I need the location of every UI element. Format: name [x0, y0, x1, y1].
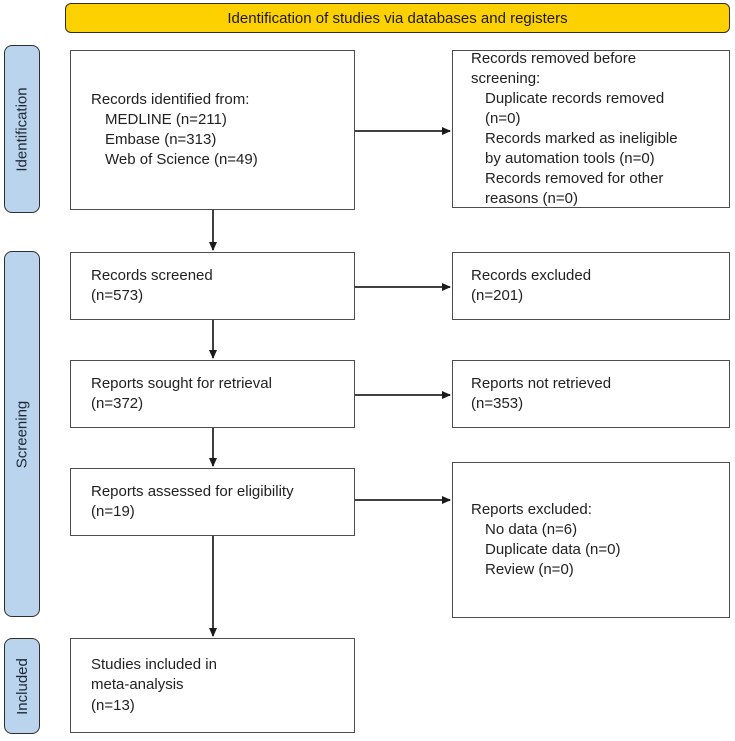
box-text-line: Reports not retrieved	[471, 374, 612, 392]
stage-label-included	[4, 638, 40, 734]
box-text-line: Duplicate data (n=0)	[485, 541, 621, 558]
stage-label-screening	[4, 251, 40, 617]
box-text-line: Review (n=0)	[485, 561, 574, 579]
box-reports-assessed	[70, 468, 355, 536]
box-text-line: (n=372)	[91, 395, 144, 412]
box-text-line: Records removed before	[471, 49, 637, 67]
box-text-line: Studies included in	[91, 656, 217, 674]
box-text-line: Reports sought for retrieval	[91, 374, 272, 392]
box-text-line: No data (n=6)	[485, 520, 578, 538]
box-text-line: Records excluded	[471, 266, 592, 284]
box-text-line: Embase (n=313)	[105, 131, 217, 148]
box-text-line: Reports excluded:	[471, 500, 592, 518]
box-records-identified	[70, 50, 355, 210]
stage-label-screening-text: Screening	[13, 400, 31, 468]
box-text-line: (n=573)	[91, 287, 144, 304]
box-reports-sought	[70, 360, 355, 428]
box-text-line: Web of Science (n=49)	[105, 151, 258, 169]
box-text-line: Records screened	[91, 266, 213, 284]
box-text-line: Records marked as ineligible	[485, 130, 678, 147]
box-records-excluded	[452, 252, 730, 320]
box-records-screened	[70, 252, 355, 320]
box-text-line: Duplicate records removed	[485, 89, 665, 107]
box-text-line: Reports assessed for eligibility	[91, 482, 294, 500]
diagram-title: Identification of studies via databases and registers	[227, 9, 568, 27]
box-text-line: MEDLINE (n=211)	[105, 110, 227, 128]
stage-label-identification	[4, 45, 40, 213]
box-text-line: reasons (n=0)	[485, 190, 578, 208]
box-text-line: meta-analysis	[91, 676, 184, 694]
stage-label-identification-text: Identification	[13, 86, 31, 172]
box-text-line: (n=13)	[91, 696, 135, 714]
box-studies-included	[70, 638, 355, 733]
box-text-line: (n=0)	[485, 109, 521, 127]
box-reports-excluded	[452, 462, 730, 618]
diagram-title-banner	[65, 3, 730, 33]
box-records-removed-before-screening	[452, 50, 730, 208]
stage-label-included-text: Included	[13, 657, 31, 715]
box-text-line: (n=353)	[471, 395, 524, 412]
box-reports-not-retrieved	[452, 360, 730, 428]
box-text-line: (n=19)	[91, 503, 135, 520]
box-text-line: screening:	[471, 69, 541, 87]
box-text-line: (n=201)	[471, 287, 524, 304]
box-text-line: Records identified from:	[91, 90, 250, 108]
box-text-line: Records removed for other	[485, 170, 664, 188]
box-text-line: by automation tools (n=0)	[485, 150, 655, 168]
